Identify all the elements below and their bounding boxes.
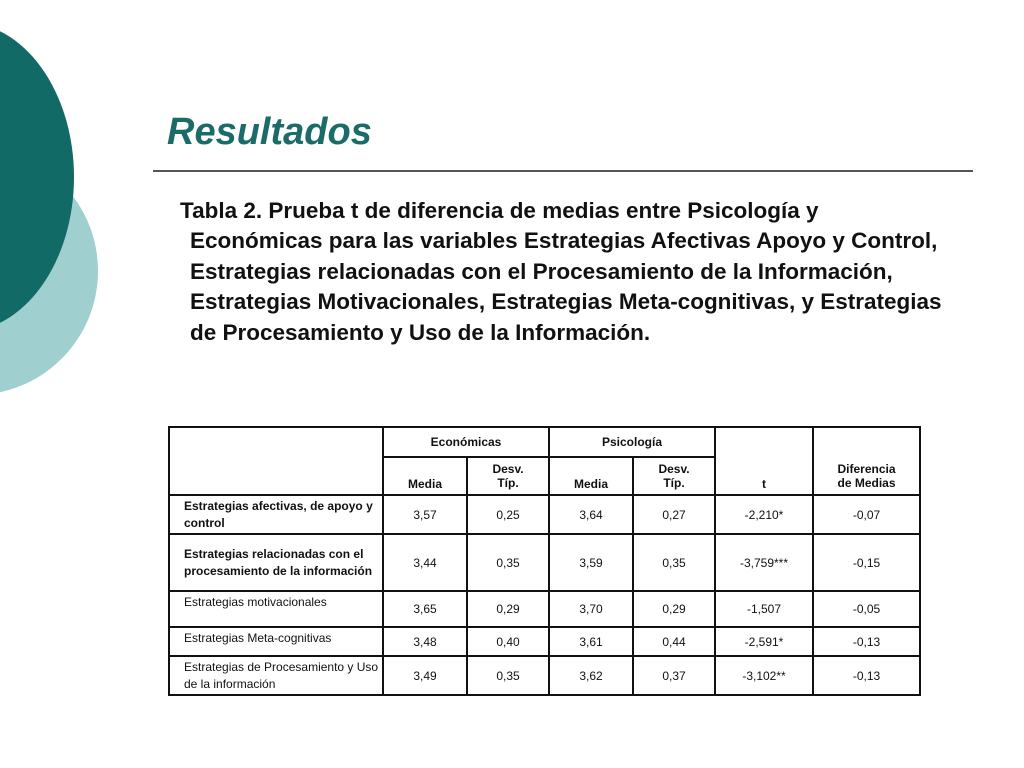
title-divider [153,170,973,172]
cell-eco-media: 3,48 [383,627,467,656]
cell-psi-desv: 0,35 [633,534,715,591]
table-caption: Tabla 2. Prueba t de diferencia de medias entre Psicología y Económicas para las variables Estrategias Afectivas Apoyo y Control, Estrategias relacionadas con el Procesamiento de la Información, Estrategias Motivacionales, Estrategias Meta-cognitivas, y Estrategias de Procesamiento y Uso de la Información. [180,198,942,345]
header-diferencia [813,457,920,495]
cell-eco-desv: 0,25 [467,495,549,534]
cell-t: -2,210* [715,495,813,534]
cell-eco-media: 3,65 [383,591,467,627]
cell-psi-media: 3,61 [549,627,633,656]
row-label: Estrategias motivacionales [169,591,383,627]
header-psi-desv-line1: Desv. [658,462,690,476]
cell-eco-media: 3,49 [383,656,467,695]
cell-t: -3,102** [715,656,813,695]
cell-dif: -0,13 [813,656,920,695]
table-row [169,656,920,695]
cell-t: -2,591* [715,627,813,656]
header-t: t [715,457,813,495]
header-row-subcolumns [169,457,920,495]
results-table [168,426,921,696]
cell-psi-desv: 0,44 [633,627,715,656]
header-t-top [715,427,813,457]
row-label: Estrategias Meta-cognitivas [169,627,383,656]
cell-psi-media: 3,64 [549,495,633,534]
header-corner-lower [169,457,383,495]
cell-psi-desv: 0,27 [633,495,715,534]
cell-psi-desv: 0,37 [633,656,715,695]
header-eco-media: Media [383,457,467,495]
cell-eco-desv: 0,35 [467,534,549,591]
cell-t: -1,507 [715,591,813,627]
cell-eco-desv: 0,35 [467,656,549,695]
header-group-economicas: Económicas [383,427,549,457]
cell-eco-media: 3,57 [383,495,467,534]
cell-psi-media: 3,59 [549,534,633,591]
cell-dif: -0,15 [813,534,920,591]
header-psi-desv [633,457,715,495]
header-eco-desv [467,457,549,495]
cell-dif: -0,07 [813,495,920,534]
table-row [169,495,920,534]
table-row [169,627,920,656]
header-dif-line1: Diferencia [837,461,896,476]
cell-dif: -0,05 [813,591,920,627]
cell-eco-desv: 0,40 [467,627,549,656]
table-row [169,534,920,591]
cell-psi-media: 3,62 [549,656,633,695]
cell-psi-media: 3,70 [549,591,633,627]
header-eco-desv-line2: Típ. [497,476,519,490]
header-dif-line2: de Medias [837,475,896,490]
cell-dif: -0,13 [813,627,920,656]
table-row [169,591,920,627]
cell-t: -3,759*** [715,534,813,591]
row-label: Estrategias afectivas, de apoyo y control [169,495,383,534]
header-dif-top [813,427,920,457]
header-eco-desv-line1: Desv. [492,462,524,476]
header-row-groups [169,427,920,457]
header-corner [169,427,383,457]
slide-title: Resultados [167,111,372,153]
row-label: Estrategias relacionadas con el procesamiento de la información [169,534,383,591]
cell-eco-media: 3,44 [383,534,467,591]
header-group-psicologia: Psicología [549,427,715,457]
header-psi-desv-line2: Típ. [663,476,685,490]
cell-psi-desv: 0,29 [633,591,715,627]
row-label: Estrategias de Procesamiento y Uso de la información [169,656,383,695]
header-psi-media: Media [549,457,633,495]
cell-eco-desv: 0,29 [467,591,549,627]
